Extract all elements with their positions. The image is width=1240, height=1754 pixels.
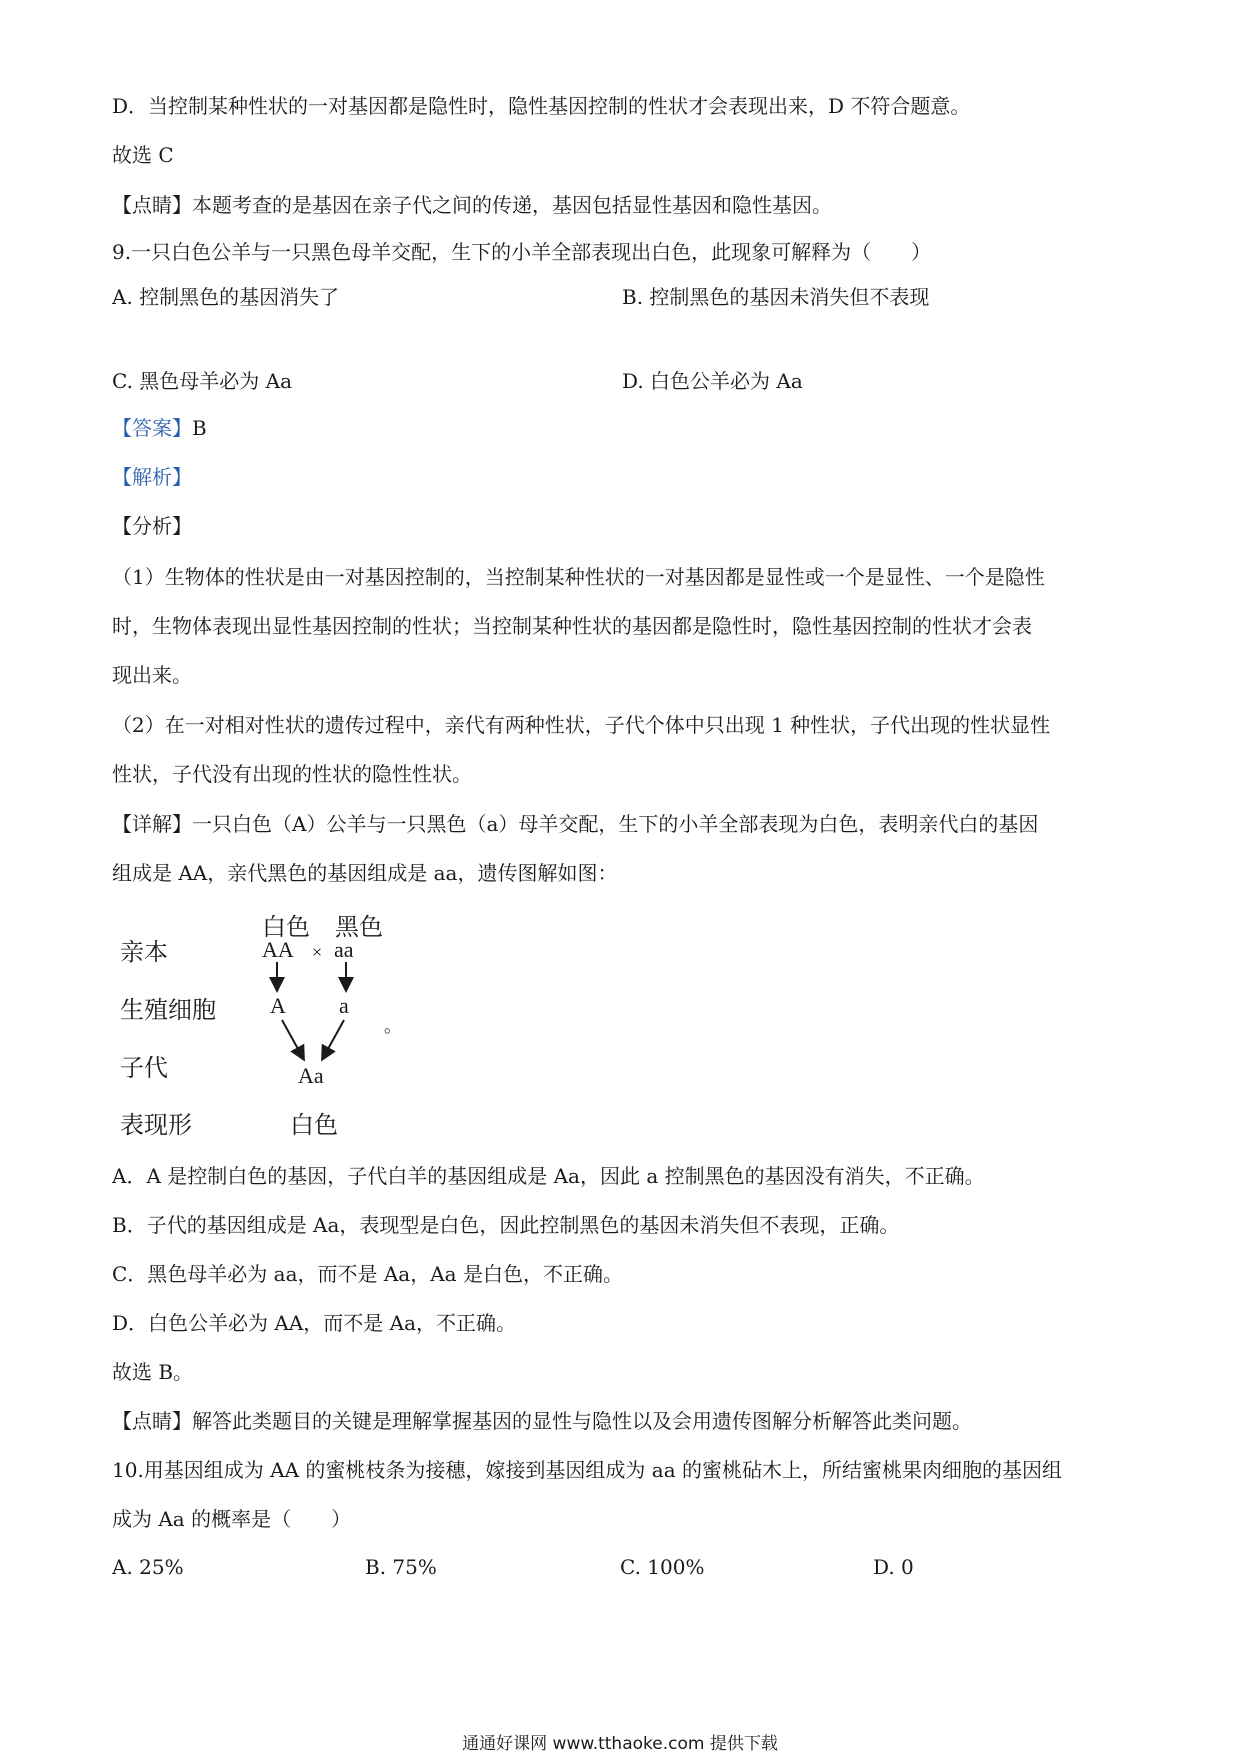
text-line: 【点睛】本题考查的是基因在亲子代之间的传递，基因包括显性基因和隐性基因。 — [112, 193, 832, 217]
text-line: 【详解】一只白色（A）公羊与一只黑色（a）母羊交配，生下的小羊全部表现为白色，表明亲代白的基因 — [112, 812, 1039, 836]
diagram-row-phenotype: 表现形 — [120, 1111, 192, 1139]
text-line: 故选 C — [112, 143, 174, 167]
page-footer: 通通好课网 www.tthaoke.com 提供下载 — [462, 1734, 778, 1754]
text-line: 时，生物体表现出显性基因控制的性状；当控制某种性状的基因都是隐性时，隐性基因控制的性状才会表 — [112, 614, 1032, 638]
q9-option-c: C. 黑色母羊必为 Aa — [112, 369, 293, 393]
text-line: 故选 B。 — [112, 1360, 194, 1384]
offspring-Aa: Aa — [298, 1063, 324, 1088]
text-line: B．子代的基因组成是 Aa，表现型是白色，因此控制黑色的基因未消失但不表现，正确。 — [112, 1213, 900, 1237]
text-line: D．当控制某种性状的一对基因都是隐性时，隐性基因控制的性状才会表现出来，D 不符合题意。 — [112, 94, 971, 118]
question-9: 9.一只白色公羊与一只黑色母羊交配，生下的小羊全部表现出白色，此现象可解释为（ ） — [112, 240, 932, 264]
text-line: A．A 是控制白色的基因，子代白羊的基因组成是 Aa，因此 a 控制黑色的基因没有消失，不正确。 — [112, 1164, 985, 1188]
q10-option-c: C. 100% — [620, 1555, 705, 1579]
analysis-tag: 【解析】 — [112, 465, 192, 489]
q10-option-b: B. 75% — [365, 1555, 437, 1579]
diagram-trailing-period: 。 — [384, 1016, 402, 1037]
q9-option-b: B. 控制黑色的基因未消失但不表现 — [622, 285, 930, 309]
q10-option-a: A. 25% — [112, 1555, 184, 1579]
text-line: 组成是 AA，亲代黑色的基因组成是 aa，遗传图解如图： — [112, 861, 618, 885]
text-line: （2）在一对相对性状的遗传过程中，亲代有两种性状，子代个体中只出现 1 种性状，子代出现的性状显性 — [112, 713, 1051, 737]
q10-option-d: D. 0 — [873, 1555, 914, 1579]
text-line: 性状，子代没有出现的性状的隐性性状。 — [112, 762, 472, 786]
diagram-row-parent: 亲本 — [120, 938, 168, 966]
text-line: 【点睛】解答此类题目的关键是理解掌握基因的显性与隐性以及会用遗传图解分析解答此类问题。 — [112, 1409, 972, 1433]
diagram-row-offspring: 子代 — [120, 1054, 168, 1082]
parent-black-label: 黑色 — [335, 913, 383, 941]
q9-option-a: A. 控制黑色的基因消失了 — [112, 285, 340, 309]
answer-tag: 【答案】 — [112, 416, 192, 440]
offspring-phenotype: 白色 — [290, 1111, 338, 1139]
genotype-aa: aa — [334, 937, 354, 962]
gamete-a: a — [339, 993, 349, 1018]
arrow-A-to-Aa — [282, 1020, 303, 1058]
diagram-row-gamete: 生殖细胞 — [120, 996, 216, 1024]
question-10: 10.用基因组成为 AA 的蜜桃枝条为接穗，嫁接到基因组成为 aa 的蜜桃砧木上，所结蜜桃果肉细胞的基因组 — [112, 1458, 1062, 1482]
cross-symbol: × — [312, 942, 323, 962]
text-line: 现出来。 — [112, 663, 192, 687]
parent-white-label: 白色 — [262, 913, 310, 941]
arrow-a-to-Aa — [323, 1020, 344, 1058]
text-line: （1）生物体的性状是由一对基因控制的，当控制某种性状的一对基因都是显性或一个是显性、一个是隐性 — [112, 565, 1045, 589]
genotype-AA: AA — [262, 937, 294, 962]
text-line: D．白色公羊必为 AA，而不是 Aa，不正确。 — [112, 1311, 517, 1335]
question-10-cont: 成为 Aa 的概率是（ ） — [112, 1507, 352, 1531]
fenxi-heading: 【分析】 — [112, 514, 192, 538]
text-line: C．黑色母羊必为 aa，而不是 Aa，Aa 是白色，不正确。 — [112, 1262, 623, 1286]
gamete-A: A — [270, 993, 286, 1018]
answer-value: B — [192, 416, 207, 440]
q9-option-d: D. 白色公羊必为 Aa — [622, 369, 803, 393]
